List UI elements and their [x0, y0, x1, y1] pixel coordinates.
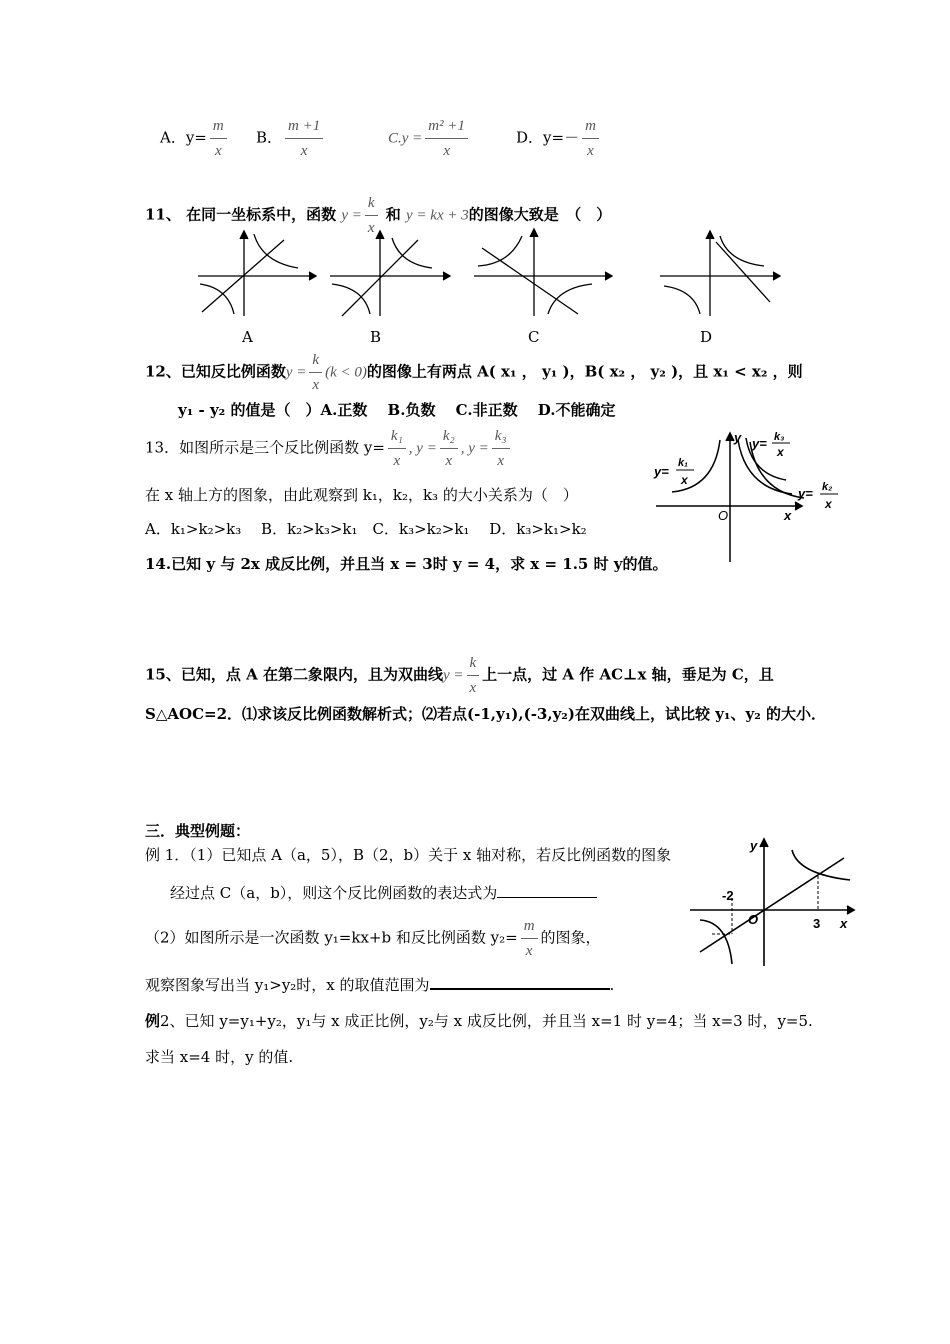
q12-line2: y₁ - y₂ 的值是（ ）A.正数 B.负数 C.非正数 D.不能确定	[178, 401, 616, 419]
q11-f1-fraction: $\frac{k}{x}$	[365, 195, 378, 236]
ex1-graph-origin-label: O	[748, 912, 759, 927]
q13-options: A．k₁>k₂>k₃ B．k₂>k₃>k₁ C．k₃>k₂>k₁ D．k₃>k₁>k₂	[145, 520, 587, 538]
q13-graph-k3-prefix: y=	[752, 436, 767, 451]
q10-d-prefix: D．y=－	[516, 128, 580, 147]
q15-line2: S△AOC=2．⑴求该反比例函数解析式；⑵若点(-1,y₁),(-3,y₂)在双曲线上，试比较 y₁、y₂ 的大小．	[145, 705, 826, 723]
q12-line1	[145, 352, 803, 393]
q10-c-fraction: $\frac{\text{m² +1}}{x}$	[425, 118, 468, 159]
q11-label: 11、 在同一坐标系中，函数	[145, 205, 337, 224]
ex2-line1	[145, 1010, 813, 1031]
q10-b-fraction: $\frac{m +1}{x}$	[285, 118, 323, 159]
q13-graph-k2-den: x	[825, 497, 832, 511]
q10-a-fraction: $\frac{m}{x}$	[210, 118, 227, 159]
ex1-graph-tick-pos: 3	[813, 916, 821, 931]
ex2-label: 例	[145, 1012, 161, 1030]
q11-graph-a	[190, 228, 320, 320]
q15-line1-post: 上一点，过 A 作 AC⊥x 轴，垂足为 C，且	[482, 665, 774, 684]
q12-line1-tail: 的图像上有两点 A( x₁ ， y₁ )，B( x₂ ， y₂ )，且 x₁ < x₂ ，则	[366, 362, 803, 381]
ex1-line4-text: 观察图象写出当 y₁>y₂时，x 的取值范围为	[145, 976, 430, 994]
q11-graph-d-label: D	[700, 328, 713, 346]
q11-graph-c	[468, 226, 618, 320]
q11-graph-b	[324, 228, 454, 320]
ex1-fraction: $\frac{m}{x}$	[521, 918, 538, 959]
q11-graph-d	[656, 228, 786, 320]
q12-fraction: $\frac{k}{x}$	[309, 352, 322, 393]
q13-graph	[650, 428, 850, 564]
q11-mid: 和	[385, 205, 401, 224]
q12-f-lhs: y =	[285, 364, 307, 381]
ex1-line4	[145, 974, 614, 995]
q15-fraction: $\frac{k}{x}$	[467, 655, 480, 696]
ex2-line1-text: 2、已知 y=y₁+y₂，y₁与 x 成正比例，y₂与 x 成反比例，并且当 x=1 时 y=4；当 x=3 时，y=5.	[160, 1012, 813, 1030]
q11-graph-b-label: B	[370, 328, 382, 346]
q13-graph-origin-label: O	[718, 508, 729, 523]
ex1-line3-post: 的图象，	[540, 928, 601, 947]
q10-a-prefix: A．y=	[160, 128, 207, 147]
q10-option-c	[388, 118, 471, 159]
q13-frac-k3: $\frac{\text{k₃}}{x}$	[492, 428, 510, 469]
q13-graph-k1-prefix: y=	[654, 464, 669, 479]
q13-graph-y-label: y	[734, 430, 742, 445]
section3-heading: 三．典型例题：	[145, 822, 251, 840]
q10-option-d	[516, 118, 602, 159]
ex1-answer-blank-1[interactable]	[497, 883, 597, 898]
ex1-graph	[686, 834, 866, 970]
ex1-line3-pre: （2）如图所示是一次函数 y₁=kx+b 和反比例函数 y₂=	[145, 928, 518, 947]
ex1-line2	[170, 882, 597, 903]
q13-graph-k3-num: k₃	[774, 431, 785, 443]
ex1-line3	[145, 918, 601, 959]
q11-graph-c-label: C	[528, 328, 540, 346]
q15-f-lhs: y =	[442, 667, 464, 684]
q11-graph-a-label: A	[242, 328, 253, 346]
q13-graph-k1-den: x	[681, 473, 688, 487]
q11-f1-lhs: y =	[341, 207, 362, 224]
q13-line1: 13．如图所示是三个反比例函数 y= $\frac{\text{k₁}}{x}$ , y = $\frac{\text{k₂}}{x}$ , y = $\frac{\text{k₃}}{x}$	[145, 428, 513, 469]
q13-frac-k1: $\frac{\text{k₁}}{x}$	[388, 428, 406, 469]
q13-frac-k2: $\frac{\text{k₂}}{x}$	[440, 428, 458, 469]
ex1-graph-tick-neg: -2	[722, 888, 734, 903]
ex1-line2-text: 经过点 C（a，b），则这个反比例函数的表达式为	[170, 884, 498, 902]
q10-b-prefix: B．	[256, 128, 283, 147]
q12-label: 12、已知反比例函数	[145, 362, 286, 381]
q11-f2: y = kx + 3	[406, 207, 469, 224]
ex1-answer-blank-2[interactable]	[430, 974, 610, 990]
q10-c-prefix: C.y =	[388, 130, 423, 147]
q10-option-a	[160, 118, 230, 159]
q15-line1-pre: 15、已知，点 A 在第二象限内，且为双曲线	[145, 665, 443, 684]
ex1-line4-end: .	[609, 976, 615, 994]
q13-graph-k1-num: k₁	[678, 457, 688, 469]
q13-graph-k3-den: x	[777, 445, 784, 459]
ex1-graph-y-label: y	[750, 838, 758, 853]
ex1-graph-x-label: x	[840, 916, 848, 931]
ex1-line1: 例 1．（1）已知点 A（a，5），B（2，b）关于 x 轴对称，若反比例函数的图象	[145, 846, 672, 864]
q11-tail: 的图像大致是 （ ）	[468, 205, 612, 224]
ex2-line2: 求当 x=4 时，y 的值.	[145, 1048, 294, 1066]
q10-d-fraction: $\frac{m}{x}$	[582, 118, 599, 159]
q13-graph-x-label: x	[784, 508, 792, 523]
q13-line2: 在 x 轴上方的图象，由此观察到 k₁，k₂，k₃ 的大小关系为（ ）	[145, 486, 578, 504]
q13-label: 13．如图所示是三个反比例函数 y=	[145, 438, 385, 457]
q10-option-b	[256, 118, 326, 159]
q14-text: 14.已知 y 与 2x 成反比例，并且当 x = 3时 y = 4，求 x = 1.5 时 y的值。	[145, 555, 668, 573]
q13-graph-k2-prefix: y=	[798, 486, 813, 501]
q13-graph-k2-num: k₂	[822, 481, 833, 493]
q15-line1	[145, 655, 774, 696]
q12-condition: (k < 0)	[325, 364, 367, 381]
